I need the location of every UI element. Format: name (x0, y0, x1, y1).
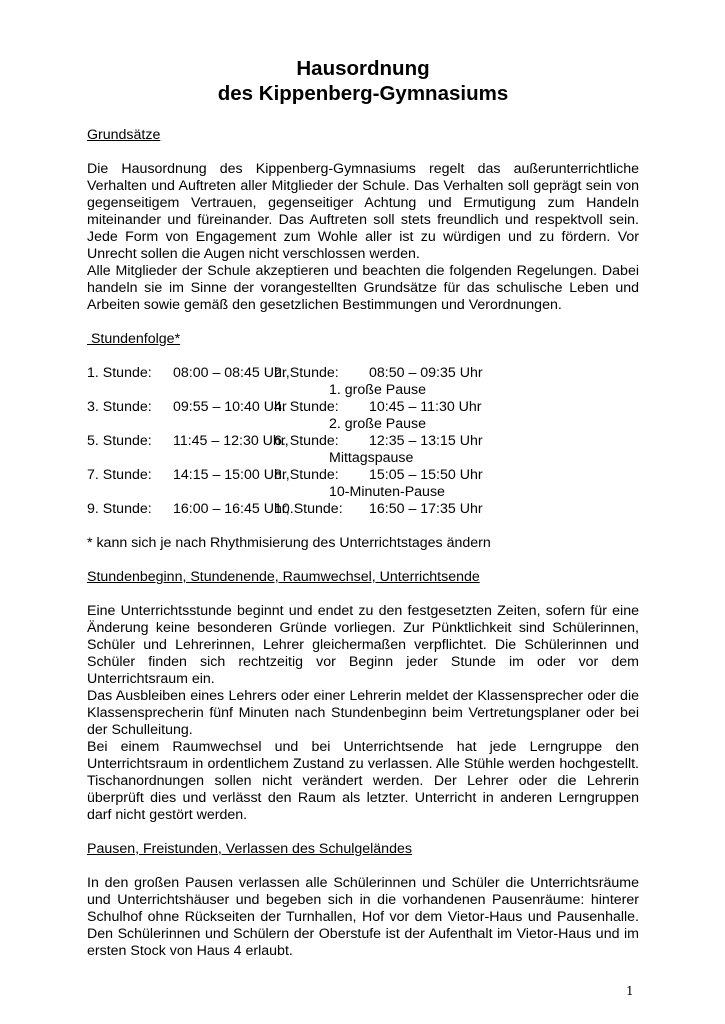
schedule-row (87, 399, 639, 416)
page-number: 1 (626, 984, 634, 998)
schedule-table (87, 365, 639, 518)
lesson-label: 8. Stunde: (274, 467, 339, 483)
document-title (87, 56, 639, 106)
lesson-time: 16:00 – 16:45 Uhr, (173, 501, 290, 517)
pause-label: Mittagspause (329, 450, 414, 466)
schedule-pause-row (87, 382, 639, 399)
lesson-label: 9. Stunde: (87, 501, 152, 517)
schedule-footnote: * kann sich je nach Rhythmisierung des Unterrichtstages ändern (87, 535, 491, 551)
paragraph: Bei einem Raumwechsel und bei Unterrichtsende hat jede Lerngruppe den Unterrichtsraum in ordentlichem Zustand zu verlassen. Alle Stühle werden hochgestellt. Tischanordnungen sollen nicht verändert werden. Der Lehrer oder die Lehrerin überprüft dies und verlässt den Raum als letzter. Unterricht in anderen Lerngruppen darf nicht gestört werden. (87, 739, 639, 823)
lesson-label: 3. Stunde: (87, 399, 152, 415)
lesson-label: 6. Stunde: (274, 433, 339, 449)
lesson-label: 1. Stunde: (87, 365, 152, 381)
section-heading-pausen: Pausen, Freistunden, Verlassen des Schulgeländes (87, 841, 412, 857)
lesson-time: 10:45 – 11:30 Uhr (369, 399, 482, 415)
lesson-time: 08:00 – 08:45 Uhr, (173, 365, 290, 381)
paragraph: Eine Unterrichtsstunde beginnt und endet zu den festgesetzten Zeiten, sofern für eine Änderung keine besonderen Gründe vorliegen. Zur Pünktlichkeit sind Schülerinnen, Schüler und Lehrerinnen, Lehrer gleichermaßen verpflichtet. Die Schülerinnen und Schüler finden sich rechtzeitig vor Beginn jeder Stunde im oder vor dem Unterrichtsraum ein. (87, 603, 639, 687)
lesson-time: 14:15 – 15:00 Uhr, (173, 467, 290, 483)
lesson-label: 2. Stunde: (274, 365, 339, 381)
section-heading-stundenfolge: Stundenfolge* (87, 331, 181, 347)
section-heading-stundenbeginn: Stundenbeginn, Stundenende, Raumwechsel, Unterrichtsende (87, 569, 480, 585)
paragraph: Das Ausbleiben eines Lehrers oder einer Lehrerin meldet der Klassensprecher oder die Klassensprecherin fünf Minuten nach Stundenbeginn beim Vertretungsplaner oder bei der Schulleitung. (87, 688, 639, 738)
schedule-pause-row (87, 484, 639, 501)
pause-label: 10-Minuten-Pause (329, 484, 445, 500)
document-page (87, 56, 639, 960)
lesson-time: 09:55 – 10:40 Uhr (173, 399, 287, 415)
lesson-label: 5. Stunde: (87, 433, 152, 449)
schedule-row (87, 501, 639, 518)
lesson-time: 12:35 – 13:15 Uhr (369, 433, 483, 449)
pause-label: 2. große Pause (329, 416, 427, 432)
schedule-row (87, 467, 639, 484)
lesson-time: 11:45 – 12:30 Uhr, (173, 433, 289, 449)
paragraph: In den großen Pausen verlassen alle Schülerinnen und Schüler die Unterrichtsräume und Unterrichtshäuser und begeben sich in die vorhandenen Pausenräume: hinterer Schulhof ohne Rückseiten der Turnhallen, Hof vor dem Vietor-Haus und Pausenhalle. Den Schülerinnen und Schülern der Oberstufe ist der Aufenthalt im Vietor-Haus und im ersten Stock von Haus 4 erlaubt. (87, 875, 639, 959)
lesson-label: 7. Stunde: (87, 467, 152, 483)
lesson-time: 15:05 – 15:50 Uhr (369, 467, 483, 483)
paragraph: Alle Mitglieder der Schule akzeptieren und beachten die folgenden Regelungen. Dabei handeln sie im Sinne der vorangestellten Grundsätze für das schulische Leben und Arbeiten sowie gemäß den gesetzlichen Bestimmungen und Verordnungen. (87, 263, 639, 313)
lesson-time: 16:50 – 17:35 Uhr (369, 501, 483, 517)
lesson-time: 08:50 – 09:35 Uhr (369, 365, 483, 381)
section-heading-grundsaetze: Grundsätze (87, 127, 161, 143)
lesson-label: 4. Stunde: (274, 399, 339, 415)
title-line-1: Hausordnung (296, 57, 430, 80)
schedule-row (87, 433, 639, 450)
lesson-label: 10.Stunde: (274, 501, 343, 517)
schedule-row (87, 365, 639, 382)
title-line-2: des Kippenberg-Gymnasiums (217, 82, 509, 105)
schedule-pause-row (87, 416, 639, 433)
paragraph: Die Hausordnung des Kippenberg-Gymnasiums regelt das außerunterrichtliche Verhalten und Auftreten aller Mitglieder der Schule. Das Verhalten soll geprägt sein von gegenseitigem Vertrauen, gegenseitiger Achtung und Ermutigung zum Handeln miteinander und füreinander. Das Auftreten soll stets freundlich und respektvoll sein. Jede Form von Engagement zum Wohle aller ist zu würdigen und zu fördern. Vor Unrecht sollen die Augen nicht verschlossen werden. (87, 161, 639, 262)
pause-label: 1. große Pause (329, 382, 427, 398)
schedule-pause-row (87, 450, 639, 467)
